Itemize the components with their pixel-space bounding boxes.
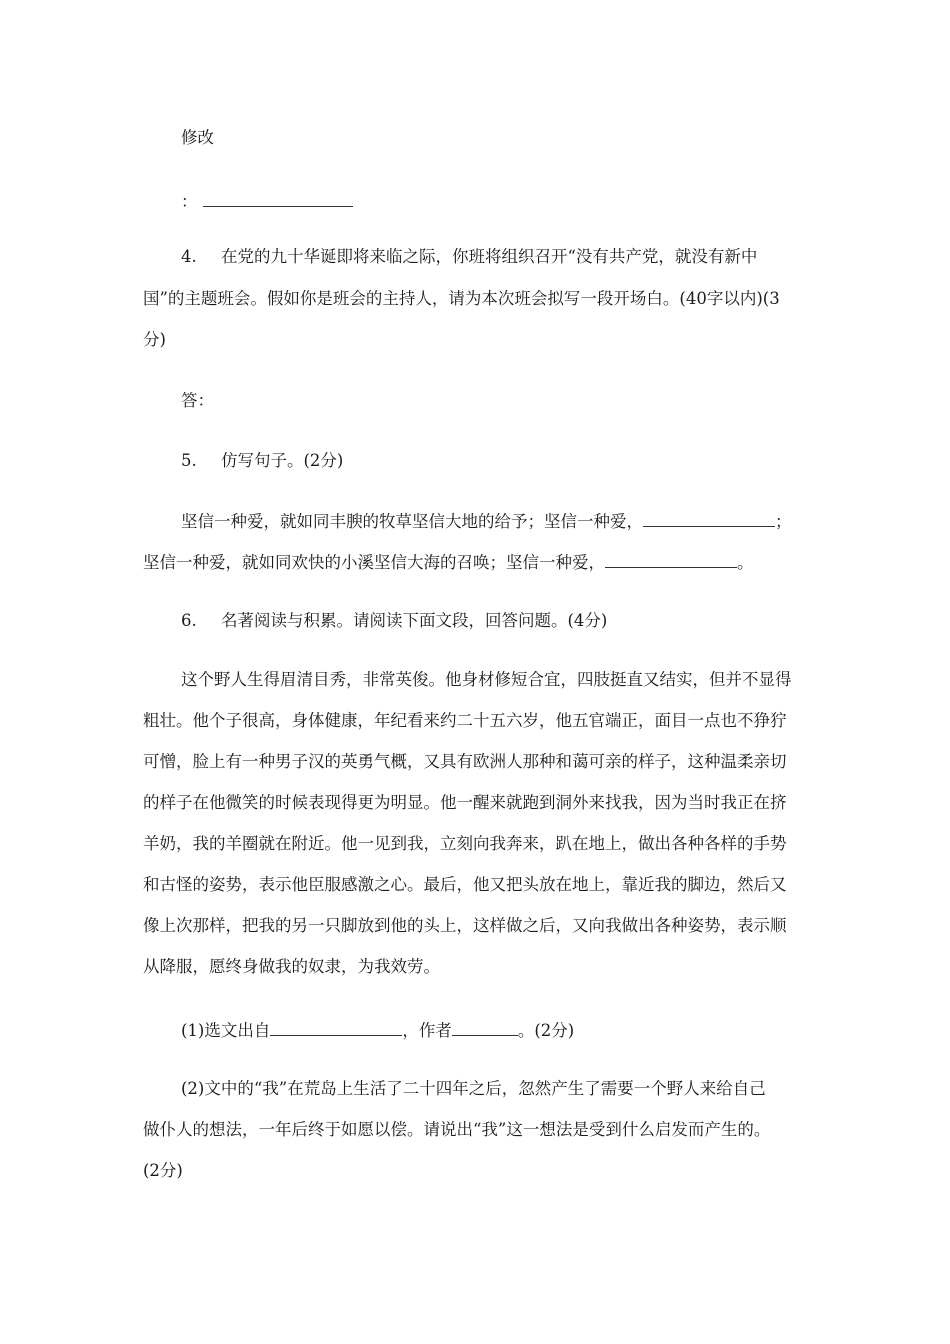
- q5-blank-1[interactable]: [643, 508, 775, 527]
- passage-line: 羊奶，我的羊圈就在附近。他一见到我，立刻向我奔来，趴在地上，做出各种各样的手势: [143, 834, 787, 853]
- q4-number: 4.: [181, 247, 197, 266]
- passage-line: 这个野人生得眉清目秀，非常英俊。他身材修短合宜，四肢挺直又结实，但并不显得: [181, 670, 792, 689]
- q4-line-2: 国”的主题班会。假如你是班会的主持人，请为本次班会拟写一段开场白。(40字以内)(3: [143, 289, 780, 308]
- q6-sub1: [181, 1017, 574, 1043]
- q6-sub1-suffix: 。(2分): [517, 1021, 575, 1040]
- q5-sentence-2-end: 。: [737, 553, 754, 572]
- edit-label: 修改: [181, 128, 214, 147]
- q5-blank-2[interactable]: [605, 549, 737, 568]
- q6-sub1-prefix: (1)选文出自: [181, 1021, 271, 1040]
- q5-line: [181, 449, 343, 473]
- edit-blank[interactable]: [203, 188, 353, 207]
- passage-line: 粗壮。他个子很高，身体健康，年纪看来约二十五六岁，他五官端正，面目一点也不狰狞: [143, 711, 787, 730]
- q5-sentence-1-end: ；: [775, 512, 792, 531]
- q5-sentence-2-text: 坚信一种爱，就如同欢快的小溪坚信大海的召唤；坚信一种爱，: [143, 553, 605, 572]
- passage-line: 像上次那样，把我的另一只脚放到他的头上，这样做之后，又向我做出各种姿势，表示顺: [143, 916, 787, 935]
- q6-sub1-book-blank[interactable]: [270, 1017, 402, 1036]
- passage-line: 可憎，脸上有一种男子汉的英勇气概，又具有欧洲人那种和蔼可亲的样子，这种温柔亲切: [143, 752, 787, 771]
- q5-sentence-1-text: 坚信一种爱，就如同丰腴的牧草坚信大地的给予；坚信一种爱，: [181, 512, 643, 531]
- q6-sub1-author-blank[interactable]: [452, 1017, 518, 1036]
- edit-colon: ：: [181, 192, 198, 211]
- q4-text-1: 在党的九十华诞即将来临之际，你班将组织召开“没有共产党，就没有新中: [221, 247, 758, 266]
- q4-line-3: 分): [143, 330, 166, 349]
- q6-sub2-line-2: 做仆人的想法，一年后终于如愿以偿。请说出“我”这一想法是受到什么启发而产生的。: [143, 1120, 771, 1139]
- q6-sub1-mid: ，作者: [402, 1021, 452, 1040]
- q5-sentence-2: [143, 549, 754, 575]
- q6-number: 6.: [181, 611, 197, 630]
- passage-line: 和古怪的姿势，表示他臣服感激之心。最后，他又把头放在地上，靠近我的脚边，然后又: [143, 875, 787, 894]
- q5-number: 5.: [181, 451, 197, 470]
- q5-sentence-1: [181, 508, 792, 534]
- q6-sub2-line-3: (2分): [143, 1161, 183, 1180]
- passage-line: 从降服，愿终身做我的奴隶，为我效劳。: [143, 957, 440, 976]
- q4-line-1: [181, 245, 757, 269]
- q6-title: 名著阅读与积累。请阅读下面文段，回答问题。(4分): [221, 611, 608, 630]
- passage-line: 的样子在他微笑的时候表现得更为明显。他一醒来就跑到洞外来找我，因为当时我正在挤: [143, 793, 787, 812]
- edit-answer-line: [181, 188, 353, 214]
- q4-answer-label: 答：: [181, 391, 214, 410]
- q6-line: [181, 609, 607, 633]
- q6-sub2-line-1: (2)文中的“我”在荒岛上生活了二十四年之后，忽然产生了需要一个野人来给自己: [181, 1079, 766, 1098]
- q5-title: 仿写句子。(2分): [221, 451, 344, 470]
